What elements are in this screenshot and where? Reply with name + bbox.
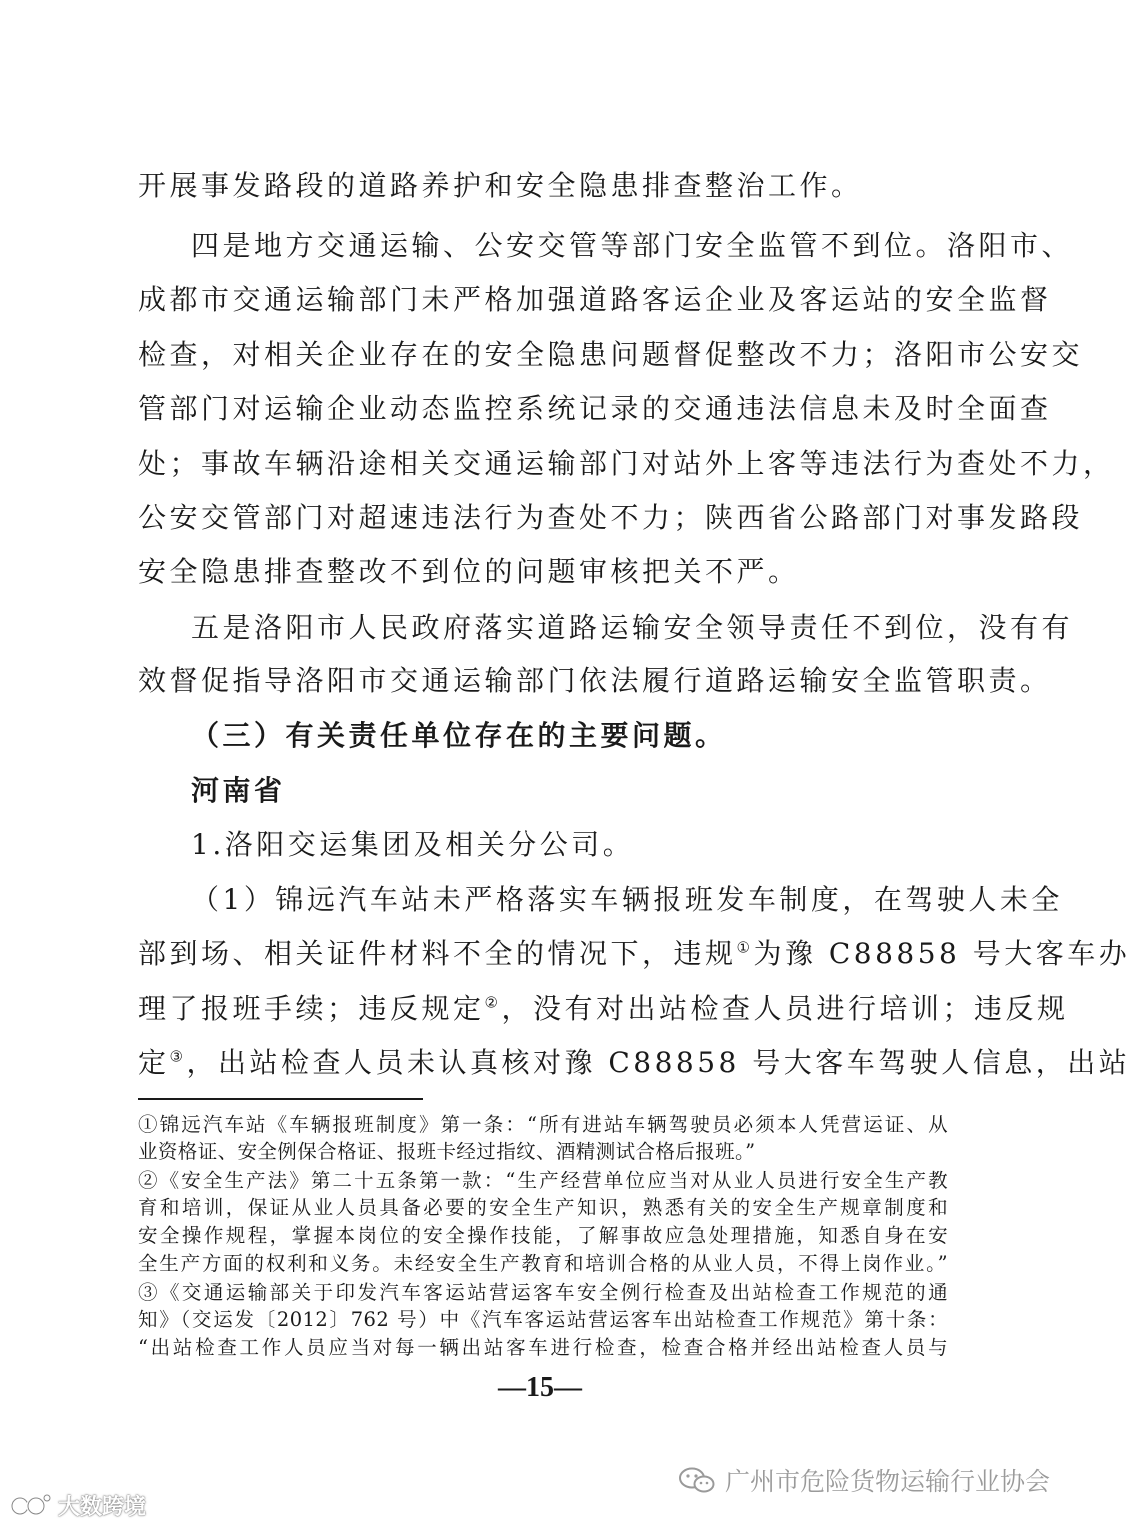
item-1-1-line-3 xyxy=(138,989,1069,1029)
section-heading: （三）有关责任单位存在的主要问题。 xyxy=(191,719,727,752)
page-number: —15— xyxy=(498,1372,582,1403)
paragraph-2-line-1: 四是地方交通运输、公安交管等部门安全监管不到位。洛阳市、 xyxy=(191,229,1074,262)
text-segment: 定 xyxy=(138,1046,170,1079)
paragraph-2-line-5: 处；事故车辆沿途相关交通运输部门对站外上客等违法行为查处不力， xyxy=(138,447,1115,480)
text-segment: 为豫 C88858 号大客车办 xyxy=(753,937,1130,970)
paragraph-3-line-2: 效督促指导洛阳市交通运输部门依法履行道路运输安全监管职责。 xyxy=(138,664,1052,697)
watermark-left-text: 大数跨境 xyxy=(58,1494,147,1520)
paragraph-2-line-4: 管部门对运输企业动态监控系统记录的交通违法信息未及时全面查 xyxy=(138,392,1052,425)
paragraph-2-line-2: 成都市交通运输部门未严格加强道路客运企业及客运站的安全监督 xyxy=(138,283,1052,316)
bottom-left-watermark xyxy=(10,1489,146,1521)
footnote-3-line-3: “出站检查工作人员应当对每一辆出站客车进行检查，检查合格并经出站检查人员与 xyxy=(138,1336,948,1359)
wechat-watermark xyxy=(677,1460,1050,1500)
footnote-3-line-2: 知》（交运发〔2012〕762 号）中《汽车客运站营运客车出站检查工作规范》第十条： xyxy=(138,1308,948,1331)
footnote-ref-2[interactable]: ② xyxy=(484,993,502,1012)
footnote-2-line-2: 育和培训，保证从业人员具备必要的安全生产知识，熟悉有关的安全生产规章制度和 xyxy=(138,1196,948,1219)
paragraph-1-line-1: 开展事发路段的道路养护和安全隐患排查整治工作。 xyxy=(138,169,863,202)
item-1-1-line-4 xyxy=(138,1043,1130,1083)
footnote-1-line-2: 业资格证、安全例保合格证、报班卡经过指纹、酒精测试合格后报班。” xyxy=(138,1140,756,1163)
footnote-separator xyxy=(138,1098,423,1100)
footnote-ref-1[interactable]: ① xyxy=(736,938,754,957)
footnote-2-line-1: ②《安全生产法》第二十五条第一款：“生产经营单位应当对从业人员进行安全生产教 xyxy=(138,1169,948,1192)
footnote-ref-3[interactable]: ③ xyxy=(169,1047,187,1066)
paragraph-2-line-3: 检查，对相关企业存在的安全隐患问题督促整改不力；洛阳市公安交 xyxy=(138,338,1084,371)
item-1-1-line-1: （1）锦远汽车站未严格落实车辆报班发车制度，在驾驶人未全 xyxy=(191,883,1063,916)
footnote-2-line-4: 全生产方面的权利和义务。未经安全生产教育和培训合格的从业人员，不得上岗作业。” xyxy=(138,1252,948,1275)
footnote-2-line-3: 安全操作规程，掌握本岗位的安全操作技能，了解事故应急处理措施，知悉自身在安 xyxy=(138,1224,948,1247)
text-segment: ，出站检查人员未认真核对豫 C88858 号大客车驾驶人信息，出站 xyxy=(186,1046,1130,1079)
footnote-3-line-1: ③《交通运输部关于印发汽车客运站营运客车安全例行检查及出站检查工作规范的通 xyxy=(138,1281,948,1304)
item-1-1-line-2 xyxy=(138,934,1130,974)
text-segment: 部到场、相关证件材料不全的情况下，违规 xyxy=(138,937,737,970)
paragraph-2-line-7: 安全隐患排查整改不到位的问题审核把关不严。 xyxy=(138,555,800,588)
paragraph-3-line-1: 五是洛阳市人民政府落实道路运输安全领导责任不到位，没有有 xyxy=(191,611,1074,644)
paragraph-2-line-6: 公安交管部门对超速违法行为查处不力；陕西省公路部门对事发路段 xyxy=(138,501,1084,534)
footnote-1-line-1: ①锦远汽车站《车辆报班制度》第一条：“所有进站车辆驾驶员必须本人凭营运证、从 xyxy=(138,1113,948,1136)
watermark-right-text: 广州市危险货物运输行业协会 xyxy=(724,1467,1050,1496)
text-segment: ，没有对出站检查人员进行培训；违反规 xyxy=(501,992,1069,1025)
wechat-icon xyxy=(677,1465,717,1495)
province-heading: 河南省 xyxy=(191,774,286,807)
text-segment: 理了报班手续；违反规定 xyxy=(138,992,485,1025)
logo-icon xyxy=(10,1492,52,1518)
item-1-heading: 1.洛阳交运集团及相关分公司。 xyxy=(191,828,635,861)
